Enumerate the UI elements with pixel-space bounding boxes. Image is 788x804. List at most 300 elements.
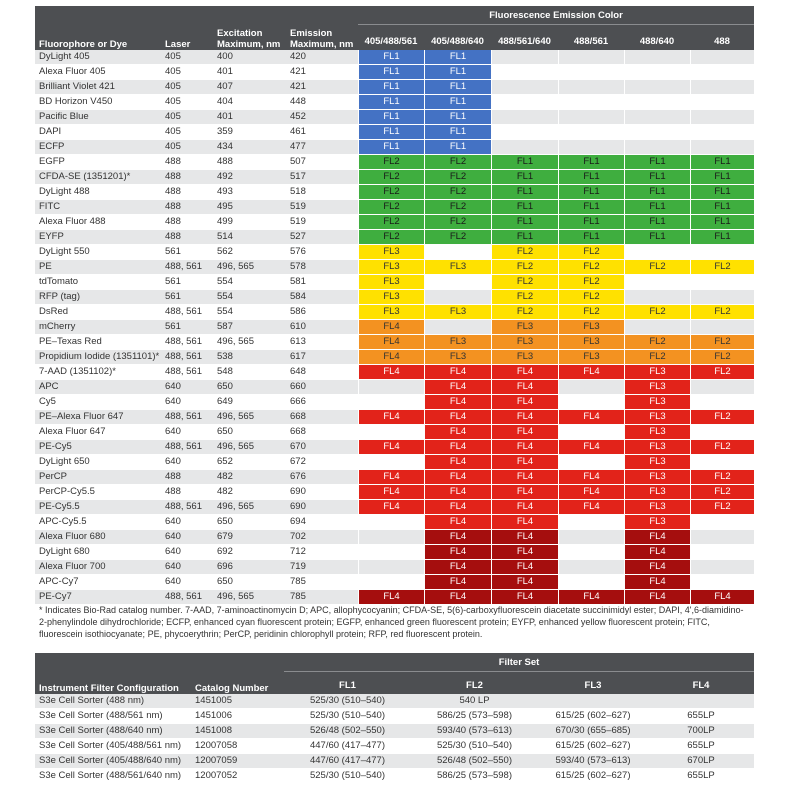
emission-cell: 527: [286, 230, 358, 245]
filter-value-cell: 525/30 (510–540): [284, 709, 411, 724]
emission-channel-cell: FL2: [424, 170, 491, 185]
excitation-cell: 652: [213, 455, 286, 470]
emission-channel-cell: [558, 455, 624, 470]
emission-channel-cell: [358, 380, 424, 395]
emission-channel-cell: FL4: [624, 545, 690, 560]
laser-cell: 488, 561: [161, 500, 213, 515]
header-emission: Emission Maximum, nm: [286, 6, 358, 50]
emission-channel-cell: [690, 95, 754, 110]
emission-channel-cell: FL4: [424, 455, 491, 470]
laser-cell: 561: [161, 320, 213, 335]
emission-channel-cell: FL2: [358, 230, 424, 245]
filter-set-table: [35, 653, 754, 784]
laser-cell: 488, 561: [161, 350, 213, 365]
emission-channel-cell: FL1: [558, 170, 624, 185]
fluorophore-row: [35, 350, 754, 365]
emission-cell: 648: [286, 365, 358, 380]
emission-channel-cell: [558, 125, 624, 140]
emission-channel-cell: FL4: [491, 590, 558, 605]
emission-channel-cell: FL3: [624, 395, 690, 410]
emission-channel-cell: FL1: [424, 110, 491, 125]
emission-channel-cell: [690, 575, 754, 590]
emission-channel-cell: FL4: [358, 320, 424, 335]
dye-cell: PE–Alexa Fluor 647: [35, 410, 161, 425]
filter-value-cell: 655LP: [648, 739, 754, 754]
catalog-number-cell: 1451008: [191, 724, 284, 739]
emission-channel-cell: FL4: [491, 560, 558, 575]
emission-cell: 712: [286, 545, 358, 560]
emission-channel-cell: FL1: [690, 155, 754, 170]
laser-cell: 640: [161, 545, 213, 560]
emission-channel-cell: [690, 395, 754, 410]
emission-channel-cell: [558, 380, 624, 395]
emission-channel-cell: FL4: [558, 440, 624, 455]
filter-row: [35, 724, 754, 739]
emission-channel-cell: FL2: [690, 410, 754, 425]
excitation-cell: 499: [213, 215, 286, 230]
emission-cell: 581: [286, 275, 358, 290]
dye-cell: EGFP: [35, 155, 161, 170]
emission-channel-cell: FL1: [358, 95, 424, 110]
emission-channel-cell: FL1: [558, 215, 624, 230]
excitation-cell: 401: [213, 65, 286, 80]
emission-channel-cell: FL4: [358, 470, 424, 485]
dye-cell: Brilliant Violet 421: [35, 80, 161, 95]
emission-cell: 586: [286, 305, 358, 320]
dye-cell: PE-Cy5.5: [35, 500, 161, 515]
fluorophore-row: [35, 305, 754, 320]
emission-channel-cell: [491, 65, 558, 80]
excitation-cell: 482: [213, 485, 286, 500]
fluorophore-row: [35, 455, 754, 470]
filter-value-cell: 525/30 (510–540): [411, 739, 538, 754]
emission-channel-cell: FL2: [690, 485, 754, 500]
fluorophore-row: [35, 185, 754, 200]
dye-cell: Cy5: [35, 395, 161, 410]
emission-channel-cell: [690, 275, 754, 290]
fluorophore-row: [35, 425, 754, 440]
filter-value-cell: [648, 694, 754, 709]
emission-channel-cell: [624, 275, 690, 290]
emission-channel-cell: FL4: [491, 575, 558, 590]
emission-channel-cell: FL3: [624, 410, 690, 425]
emission-channel-cell: FL4: [424, 545, 491, 560]
excitation-cell: 650: [213, 380, 286, 395]
emission-channel-cell: FL4: [491, 395, 558, 410]
laser-cell: 488: [161, 215, 213, 230]
filter-row: [35, 769, 754, 784]
excitation-cell: 548: [213, 365, 286, 380]
emission-channel-cell: FL4: [491, 530, 558, 545]
emission-channel-cell: FL4: [424, 425, 491, 440]
emission-channel-cell: FL3: [624, 455, 690, 470]
filter-config-cell: S3e Cell Sorter (488/640 nm): [35, 724, 191, 739]
dye-cell: PE-Cy5: [35, 440, 161, 455]
emission-channel-cell: FL4: [491, 455, 558, 470]
dye-cell: FITC: [35, 200, 161, 215]
emission-channel-cell: FL4: [424, 365, 491, 380]
emission-cell: 690: [286, 485, 358, 500]
fluorophore-table: [35, 6, 754, 605]
emission-channel-cell: FL4: [558, 485, 624, 500]
filter-row: [35, 739, 754, 754]
laser-cell: 488: [161, 155, 213, 170]
emission-channel-cell: [690, 320, 754, 335]
emission-cell: 672: [286, 455, 358, 470]
dye-cell: APC: [35, 380, 161, 395]
emission-channel-cell: FL3: [424, 350, 491, 365]
catalog-number-cell: 12007058: [191, 739, 284, 754]
fluorophore-row: [35, 50, 754, 65]
dye-cell: Alexa Fluor 405: [35, 65, 161, 80]
emission-channel-cell: [424, 290, 491, 305]
dye-cell: DAPI: [35, 125, 161, 140]
catalog-number-cell: 1451005: [191, 694, 284, 709]
dye-cell: Alexa Fluor 700: [35, 560, 161, 575]
emission-channel-cell: FL1: [558, 200, 624, 215]
dye-cell: DyLight 405: [35, 50, 161, 65]
dye-cell: DyLight 680: [35, 545, 161, 560]
emission-channel-cell: FL3: [624, 500, 690, 515]
filter-config-cell: S3e Cell Sorter (488/561 nm): [35, 709, 191, 724]
filter-row: [35, 694, 754, 709]
emission-channel-cell: [690, 50, 754, 65]
emission-channel-cell: FL3: [424, 305, 491, 320]
emission-cell: 668: [286, 410, 358, 425]
excitation-cell: 404: [213, 95, 286, 110]
emission-channel-cell: [624, 320, 690, 335]
emission-channel-cell: FL3: [624, 380, 690, 395]
emission-channel-cell: FL2: [690, 440, 754, 455]
emission-channel-cell: FL3: [624, 440, 690, 455]
emission-cell: 785: [286, 590, 358, 605]
dye-cell: mCherry: [35, 320, 161, 335]
fluorophore-row: [35, 410, 754, 425]
emission-channel-cell: FL1: [491, 215, 558, 230]
emission-channel-cell: FL1: [491, 170, 558, 185]
emission-channel-cell: FL1: [424, 95, 491, 110]
emission-channel-cell: FL2: [358, 155, 424, 170]
emission-channel-cell: [624, 95, 690, 110]
emission-channel-cell: FL4: [558, 590, 624, 605]
laser-cell: 488, 561: [161, 410, 213, 425]
header-config-2: 488/561/640: [491, 24, 558, 50]
emission-channel-cell: FL2: [690, 260, 754, 275]
laser-cell: 640: [161, 425, 213, 440]
emission-channel-cell: FL1: [491, 185, 558, 200]
filter-config-cell: S3e Cell Sorter (405/488/561 nm): [35, 739, 191, 754]
emission-channel-cell: [358, 530, 424, 545]
emission-channel-cell: [690, 140, 754, 155]
excitation-cell: 679: [213, 530, 286, 545]
header-laser: Laser: [161, 6, 213, 50]
excitation-cell: 359: [213, 125, 286, 140]
fluorophore-row: [35, 125, 754, 140]
emission-channel-cell: FL1: [424, 80, 491, 95]
excitation-cell: 493: [213, 185, 286, 200]
emission-channel-cell: FL1: [624, 170, 690, 185]
emission-channel-cell: FL2: [424, 230, 491, 245]
dye-cell: APC-Cy5.5: [35, 515, 161, 530]
emission-channel-cell: [491, 110, 558, 125]
header-filter-fl4: FL4: [648, 671, 754, 694]
dye-cell: Alexa Fluor 488: [35, 215, 161, 230]
emission-channel-cell: FL2: [491, 275, 558, 290]
emission-channel-cell: FL4: [358, 350, 424, 365]
emission-channel-cell: FL4: [558, 410, 624, 425]
emission-channel-cell: [558, 110, 624, 125]
emission-channel-cell: FL4: [491, 470, 558, 485]
emission-channel-cell: FL1: [690, 170, 754, 185]
emission-channel-cell: FL1: [358, 50, 424, 65]
header-config-0: 405/488/561: [358, 24, 424, 50]
laser-cell: 640: [161, 515, 213, 530]
emission-channel-cell: FL3: [624, 485, 690, 500]
emission-cell: 448: [286, 95, 358, 110]
fluorophore-row: [35, 245, 754, 260]
emission-channel-cell: FL4: [358, 365, 424, 380]
emission-channel-cell: FL3: [491, 335, 558, 350]
emission-channel-cell: FL2: [424, 200, 491, 215]
emission-channel-cell: FL4: [624, 530, 690, 545]
fluorophore-row: [35, 440, 754, 455]
emission-channel-cell: [491, 140, 558, 155]
dye-cell: CFDA-SE (1351201)*: [35, 170, 161, 185]
emission-channel-cell: FL3: [558, 320, 624, 335]
emission-channel-cell: FL3: [624, 515, 690, 530]
emission-channel-cell: FL3: [424, 260, 491, 275]
emission-channel-cell: FL1: [491, 200, 558, 215]
emission-channel-cell: FL4: [558, 365, 624, 380]
emission-channel-cell: FL1: [690, 215, 754, 230]
emission-channel-cell: FL3: [491, 320, 558, 335]
fluorophore-row: [35, 575, 754, 590]
emission-channel-cell: FL2: [424, 155, 491, 170]
excitation-cell: 492: [213, 170, 286, 185]
dye-cell: Alexa Fluor 647: [35, 425, 161, 440]
emission-channel-cell: FL4: [491, 440, 558, 455]
dye-cell: Alexa Fluor 680: [35, 530, 161, 545]
emission-channel-cell: [690, 560, 754, 575]
emission-channel-cell: [624, 290, 690, 305]
header-catalog-number: Catalog Number: [191, 653, 284, 694]
emission-cell: 617: [286, 350, 358, 365]
emission-channel-cell: FL2: [690, 470, 754, 485]
filter-value-cell: 593/40 (573–613): [411, 724, 538, 739]
fluorophore-row: [35, 95, 754, 110]
fluorophore-row: [35, 500, 754, 515]
emission-channel-cell: [624, 50, 690, 65]
emission-channel-cell: FL4: [424, 500, 491, 515]
emission-channel-cell: FL1: [358, 125, 424, 140]
laser-cell: 405: [161, 140, 213, 155]
emission-channel-cell: [558, 530, 624, 545]
emission-channel-cell: [558, 65, 624, 80]
header-filter-fl3: FL3: [538, 671, 648, 694]
filter-value-cell: 586/25 (573–598): [411, 769, 538, 784]
header-filter-set-group: Filter Set: [284, 653, 754, 671]
emission-channel-cell: FL3: [624, 470, 690, 485]
emission-cell: 519: [286, 215, 358, 230]
filter-value-cell: 447/60 (417–477): [284, 739, 411, 754]
emission-channel-cell: FL4: [491, 500, 558, 515]
excitation-cell: 496, 565: [213, 590, 286, 605]
excitation-cell: 696: [213, 560, 286, 575]
excitation-cell: 496, 565: [213, 410, 286, 425]
emission-channel-cell: FL4: [491, 380, 558, 395]
dye-cell: ECFP: [35, 140, 161, 155]
emission-channel-cell: [358, 425, 424, 440]
emission-channel-cell: FL3: [558, 335, 624, 350]
excitation-cell: 496, 565: [213, 500, 286, 515]
emission-channel-cell: FL1: [558, 230, 624, 245]
emission-channel-cell: FL1: [690, 230, 754, 245]
filter-value-cell: 615/25 (602–627): [538, 739, 648, 754]
filter-value-cell: 615/25 (602–627): [538, 709, 648, 724]
filter-value-cell: 670LP: [648, 754, 754, 769]
laser-cell: 405: [161, 80, 213, 95]
emission-cell: 518: [286, 185, 358, 200]
laser-cell: 488, 561: [161, 590, 213, 605]
excitation-cell: 407: [213, 80, 286, 95]
dye-cell: Propidium Iodide (1351101)*: [35, 350, 161, 365]
emission-channel-cell: FL4: [358, 485, 424, 500]
emission-channel-cell: [690, 515, 754, 530]
dye-cell: Pacific Blue: [35, 110, 161, 125]
emission-channel-cell: [624, 110, 690, 125]
fluorophore-row: [35, 320, 754, 335]
emission-channel-cell: FL4: [424, 395, 491, 410]
fluorophore-row: [35, 110, 754, 125]
filter-value-cell: 615/25 (602–627): [538, 769, 648, 784]
emission-channel-cell: [690, 455, 754, 470]
header-config-5: 488: [690, 24, 754, 50]
emission-cell: 576: [286, 245, 358, 260]
header-filter-fl1: FL1: [284, 671, 411, 694]
emission-channel-cell: FL1: [358, 140, 424, 155]
emission-channel-cell: FL2: [491, 290, 558, 305]
emission-channel-cell: FL2: [558, 305, 624, 320]
header-config-4: 488/640: [624, 24, 690, 50]
filter-value-cell: 593/40 (573–613): [538, 754, 648, 769]
emission-channel-cell: FL1: [624, 200, 690, 215]
excitation-cell: 496, 565: [213, 260, 286, 275]
emission-channel-cell: FL2: [358, 215, 424, 230]
emission-cell: 702: [286, 530, 358, 545]
emission-channel-cell: FL1: [558, 185, 624, 200]
dye-cell: PerCP: [35, 470, 161, 485]
filter-config-cell: S3e Cell Sorter (488/561/640 nm): [35, 769, 191, 784]
emission-channel-cell: FL1: [358, 80, 424, 95]
laser-cell: 405: [161, 110, 213, 125]
emission-channel-cell: FL1: [424, 65, 491, 80]
fluorophore-row: [35, 260, 754, 275]
filter-value-cell: [538, 694, 648, 709]
excitation-cell: 650: [213, 575, 286, 590]
filter-value-cell: 525/30 (510–540): [284, 694, 411, 709]
emission-channel-cell: [690, 80, 754, 95]
emission-channel-cell: FL1: [624, 185, 690, 200]
emission-channel-cell: FL2: [491, 245, 558, 260]
laser-cell: 561: [161, 245, 213, 260]
laser-cell: 488, 561: [161, 260, 213, 275]
emission-channel-cell: FL2: [624, 260, 690, 275]
catalog-number-cell: 12007052: [191, 769, 284, 784]
emission-channel-cell: [558, 560, 624, 575]
emission-channel-cell: [358, 395, 424, 410]
filter-config-cell: S3e Cell Sorter (488 nm): [35, 694, 191, 709]
emission-cell: 507: [286, 155, 358, 170]
laser-cell: 640: [161, 380, 213, 395]
dye-cell: PE–Texas Red: [35, 335, 161, 350]
emission-channel-cell: FL3: [624, 425, 690, 440]
filter-value-cell: 655LP: [648, 709, 754, 724]
emission-channel-cell: FL4: [424, 470, 491, 485]
emission-channel-cell: [690, 545, 754, 560]
emission-cell: 785: [286, 575, 358, 590]
filter-value-cell: 700LP: [648, 724, 754, 739]
emission-channel-cell: [558, 80, 624, 95]
excitation-cell: 554: [213, 275, 286, 290]
emission-channel-cell: FL4: [358, 590, 424, 605]
fluorophore-row: [35, 335, 754, 350]
emission-channel-cell: FL4: [624, 560, 690, 575]
fluorophore-row: [35, 215, 754, 230]
excitation-cell: 400: [213, 50, 286, 65]
emission-channel-cell: FL2: [690, 305, 754, 320]
emission-channel-cell: FL1: [624, 215, 690, 230]
filter-row: [35, 754, 754, 769]
laser-cell: 488: [161, 170, 213, 185]
emission-channel-cell: [491, 50, 558, 65]
emission-channel-cell: FL2: [558, 290, 624, 305]
emission-channel-cell: [358, 515, 424, 530]
emission-cell: 613: [286, 335, 358, 350]
emission-channel-cell: FL2: [558, 260, 624, 275]
filter-value-cell: 670/30 (655–685): [538, 724, 648, 739]
laser-cell: 405: [161, 125, 213, 140]
laser-cell: 640: [161, 395, 213, 410]
emission-channel-cell: FL1: [624, 230, 690, 245]
dye-cell: DyLight 650: [35, 455, 161, 470]
emission-channel-cell: FL2: [358, 185, 424, 200]
emission-channel-cell: [358, 455, 424, 470]
emission-cell: 690: [286, 500, 358, 515]
emission-channel-cell: FL4: [491, 545, 558, 560]
emission-channel-cell: FL2: [358, 170, 424, 185]
emission-cell: 584: [286, 290, 358, 305]
emission-channel-cell: FL4: [424, 515, 491, 530]
fluorophore-row: [35, 560, 754, 575]
emission-channel-cell: FL2: [690, 350, 754, 365]
emission-channel-cell: [624, 80, 690, 95]
emission-channel-cell: FL1: [624, 155, 690, 170]
emission-channel-cell: FL4: [491, 365, 558, 380]
header-excitation: Excitation Maximum, nm: [213, 6, 286, 50]
laser-cell: 640: [161, 530, 213, 545]
laser-cell: 488, 561: [161, 440, 213, 455]
catalog-number-cell: 12007059: [191, 754, 284, 769]
emission-channel-cell: [491, 80, 558, 95]
emission-cell: 668: [286, 425, 358, 440]
fluorophore-row: [35, 140, 754, 155]
emission-cell: 670: [286, 440, 358, 455]
laser-cell: 488: [161, 470, 213, 485]
excitation-cell: 587: [213, 320, 286, 335]
emission-channel-cell: FL2: [624, 335, 690, 350]
emission-cell: 719: [286, 560, 358, 575]
emission-cell: 666: [286, 395, 358, 410]
